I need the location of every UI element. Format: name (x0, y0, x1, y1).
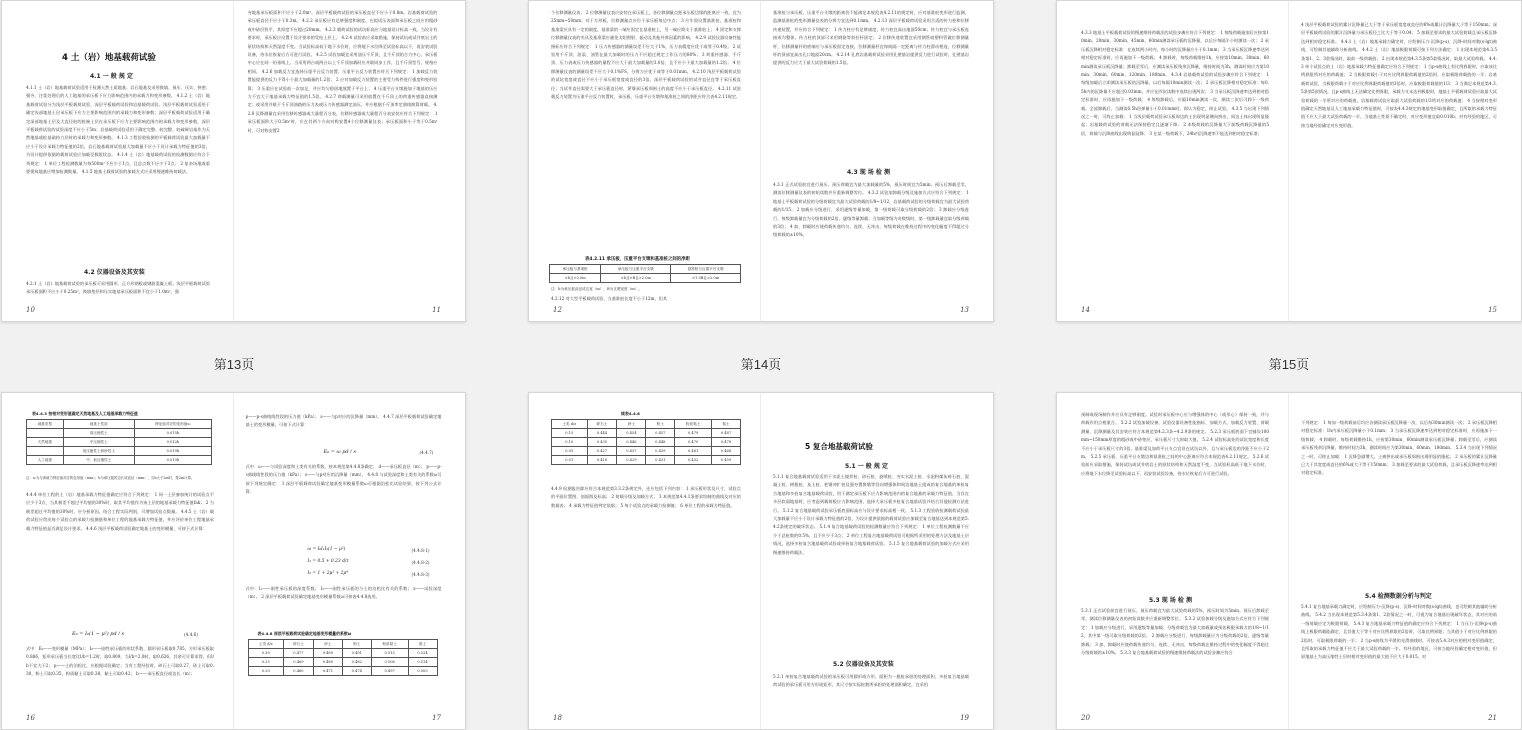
page-number: 19 (960, 714, 969, 722)
table-cell: 0.524 (408, 649, 437, 658)
body-text: 5.3.1 正式试验前宜进行预压，预压荷载宜为最大试验荷载的5%，预压时间为5min。预压后卸载至零，测读位移测量仪表的初始读数并应重新调整零位。 5.3.2 试验加载分级及施加方式应符合下列规定： 1 加载应分级进行，采用逐级等量加载；分级荷载宜为最大加载量或预估极限承载力的1/8~1/12，其中第一级可取分级荷载的2倍； 2 卸载应分级进行，每级卸载量应为分级荷载的2倍，逐级等量卸载； 3 加、卸载时应使荷载传递均匀、连续、无冲击，每级荷载在维持过程中的变化幅度不得超过分级荷载的±10%。 5.3.3 复合地基载荷试验的慢速维持荷载法的试验步骤应符合 (1081, 608, 1269, 656)
table-cell: 0.444 (587, 429, 617, 438)
table-header-cell: 粉土 (342, 640, 371, 649)
body-text: 4.2.12 对大型平板载荷试验，当基准桩长度不小于12m，但其 (551, 296, 668, 301)
formula: E₀ = I₀(1 − μ²) pd / s (72, 631, 125, 637)
body-text: 5.2.1 单桩复合地基载荷试验的承压板可用圆形或方形，面积为一根桩承担的处理面积；多桩复合地基载荷试验的承压板可用方形或矩形，其尺寸按实际桩数所承担的处理面积确定，宜采用 (773, 674, 969, 688)
table-cell: 0.514 (408, 658, 437, 667)
table-cell: 0.05 (552, 447, 588, 456)
formula-number: (4.4.8-3) (411, 572, 430, 577)
table-cell: 0.25 (248, 658, 284, 667)
table-header-cell: 土类 d/z (552, 420, 588, 429)
left-page (529, 1, 761, 321)
page-thumbnail-18[interactable] (528, 392, 994, 730)
formula-number: (4.4.8-1) (411, 548, 430, 553)
table-cell: 0.497 (371, 667, 408, 676)
table-cell: 0.480 (313, 658, 342, 667)
omega-coefficient-table-continued (551, 419, 741, 465)
table-header-cell: 土类 d/z (248, 640, 284, 649)
body-text: 4.3.3 地基土平板载荷试验的慢速维持荷载法的试验步骤应符合下列规定： 1 每级荷载施加后应按第10min、20min、30min、45min、60min测读承压板的沉降量，以后应每隔半小时测读一次； 2 承压板沉降相对稳定标准：在连续两小时内，每小时的沉降量应小于0.1mm； 3 当承压板沉降速率达到相对稳定标准时，应再施加下一级荷载； 4 卸载时，每级荷载维持1h，应按第10min、30min、60min测读承压板沉降量；卸载至零后，应测读承压板残余沉降量，维持时间为3h，测读时间应为第10min、30min、60min、120min、180min。 4.3.4 岩基载荷试验的试验步骤应符合下列规定： 1 每级加载后立即测读承压板的沉降量，以后每隔10min测读一次； 2 承压板沉降相对稳定标准：每0.5h内的沉降量不应超过0.03mm，并应在四次读数中连续出现两次； 3 当承压板沉降速率达到相对稳定标准时，应再施加下一级荷载； 4 每级卸载后，应隔10min测读一次，测读三次后可卸下一级荷载。全部卸载后，当测读0.5h回弹量小于0.01mm时，即认为稳定，终止试验。 4.3.5 当出现下列情况之一时，可终止加载： 1 当浅层载荷试验承压板周边的土出现明显侧向挤出，周边土体出现明显隆起；岩基载荷试验的荷载无法保持稳定且逐渐下降； 2 本级荷载的沉降量大于前级荷载沉降量的5倍，荷载与沉降曲线出现明显陡降； 3 在某一级荷载下，24h内沉降速率不能达到相对稳定标准； (1081, 30, 1269, 136)
table-cell: 天然地基 (27, 438, 64, 447)
table-cell: 0.418 (587, 456, 617, 465)
page-label: 第13页 (213, 357, 255, 372)
body-text: 预制或现场制作并应具有足够刚度。试验时承压板中心应与增强体的中心（或形心）保持一致，并与荷载作用点相重合。 5.2.2 试验加载设备、试验仪器设备性能指标、加载方式、加载反力装置、荷载测量、沉降测量及其安装应符合本规范第4.2.3条~4.2.9条的规定。 5.2.3 承压板底面下宜铺设100mm~150mm厚度的粗砂或中砂垫层，承压板尺寸大时取大值。 5.2.4 试验标高处的试坑宽度和长度不应小于承压板尺寸的3倍。基准梁及加荷平台支点宜设在试坑以外，且与承压板边的净距不应小于2m。 5.2.5 承压板、压重平台支墩边和基准桩之间的中心距离应符合本规范表4.2.11规定。 5.2.6 试验前应采取措施，保持试坑或试井底岩土的原状结构和天然湿度不变。当试验标高低于地下水位时，应将地下水位降至试验标高以下，再安装试验设备，待水位恢复后方可进行试验。 (1081, 412, 1269, 476)
table-cell: 0.437 (617, 447, 646, 456)
section-heading: 5.2 仪器设备及其安装 (833, 661, 894, 668)
table-cell: 0.435 (587, 438, 617, 447)
body-text: 4.4.9 检测报告除应符合本规范第3.3.2条规定外，还应包括下列内容： 1 承压板形状及尺寸，试验点的平面位置图、剖面图及标高； 2 荷载分级及加载方式； 3 本规范第4.4.1条要求绘制的曲线及对应的数据表； 4 承载力特征值判定依据； 5 每个试验点的承载力检测值； 6 单位工程的承载力特征值。 (551, 486, 741, 508)
table-cell: 0.012b (134, 438, 211, 447)
table-cell: 0.15 (552, 429, 588, 438)
table-header-cell: 地基土性质 (63, 420, 134, 429)
left-page (2, 393, 234, 729)
page-number: 12 (553, 306, 562, 314)
body-text: 基准桩与承压板、压重平台支墩的距离仍不能满足本规范表4.2.11的规定时，应对基准桩变形进行监测。监测基准桩的变形测量仪表的分辨力宜达到0.1mm。 4.2.13 深层平板载荷试验采用合适的传力柱和位移传递装置，并应符合下列规定： 1 传力柱应有足够刚度，传力柱宜高出地面50cm；传力柱宜与承压板连接成为整体，传力柱的顶部可采用钢筋等斜拉杆固定； 2 位移传递装置宜采用钢管或塑料管做位移测量杆，位移测量杆的底端应与承压板固定连接，位移测量杆宜每间隔一定距离与传力柱滑动相连，位移测量杆的顶部宜高出孔口地面20cm。 4.2.14 孔底岩基载荷试验采用孔壁基岩提供反力进行试验时，孔壁基岩提供的反力应大于最大试验荷载的1.5倍。 (773, 10, 969, 66)
table-cell: 0.446 (617, 438, 646, 447)
table-header-cell: 黏土 (408, 640, 437, 649)
formula-number: (4.4.6) (184, 632, 198, 637)
formula-number: (4.4.8-2) (411, 560, 430, 565)
table-header-cell: 承压板与基准桩 (550, 265, 601, 274)
formula: ω = I₀I₁I₂(1 − μ²) (307, 547, 346, 552)
body-text: 个位移测量仪表； 2 位移测量仪表应安装在承压板上，各位移测量点距承压板边缘的距离应一致，宜为25mm~50mm；对于方形板，位移测量点应位于承压板每边中点； 3 应牢固设置基准桩，基准桩和基准梁应具有一定的刚度，基准梁的一端应固定在基准桩上，另一端应简支于基准桩上； 4 固定和支撑位移测量仪表的夹具及基准梁应避免太阳照射、振动及其他外界因素的影响。 4.2.9 试验仪器设备性能指标应符合下列规定： 1 压力传感器的测量误差不应大于1%，压力表精度应优于或等于0.4级； 2 试验用千斤顶、油泵、油管在最大加载时的压力不应超过规定工作压力的80%； 3 荷重传感器、千斤顶、压力表或压力传感器的量程不应大于最大加载量的3.0倍，且不应小于最大加载量的1.2倍； 4 位移测量仪表的测量误差不应大于0.1%FS，分辨力应优于或等于0.01mm。 4.2.10 浅层平板载荷试验的试坑宽度或直径不应小于承压板宽度或直径的3倍。深层平板载荷试验的试井直径宜等于承压板直径；当试井直径需要大于承压板直径时，紧靠承压板周围土的高度不应小于承压板直径。 4.2.11 试验载反力装置为压重平台反力装置时，承压板、压重平台支墩和基准桩之间的净距应符合表4.2.11规定。 (551, 10, 741, 100)
page-number: 11 (432, 306, 441, 314)
page-thumbnail-20[interactable] (1056, 392, 1522, 730)
body-text: 下列规定： 1 每加一级荷载前后均应各测读承压板沉降量一次，以后每30min测读一次； 2 承压板沉降相对稳定标准：1h内承压板沉降量小于0.1mm； 3 当承压板沉降速率达到相对稳定标准时，应再施加下一级荷载； 4 卸载时，每级荷载维持1h，应按第30min、60min测读承压板沉降量；卸载至零后，应测读承压板残余沉降量，维持时间为3h，测读时间应为第30min、60min、180min。 5.3.4 当出现下列情况之一时，可终止加载： 1 沉降急剧增大，土被挤出或承压板周围出现明显的隆起； 2 承压板的累计沉降量已大于其宽度或直径的6%或大于等于150mm； 3 加载至要求的最大试验荷载，且承压板沉降速率达到相对稳定标准。 (1301, 420, 1497, 476)
table-cell: 0.010b (134, 456, 211, 465)
page-number: 10 (26, 306, 35, 314)
page-number: 18 (553, 714, 562, 722)
table-cell: 0.469 (284, 658, 314, 667)
left-page (1057, 1, 1289, 321)
clearance-table (549, 264, 741, 283)
page-number: 16 (26, 714, 35, 722)
table-cell: 0.489 (313, 649, 342, 658)
omega-coefficient-table (248, 639, 438, 676)
table-caption: 表4.4.3 按相对变形值确定天然地基及人工地基承载力特征值 (32, 411, 138, 416)
formula: I₂ = 1 + 2μ² + 2μ⁴ (307, 571, 349, 576)
table-caption: 表4.4.8 深层平板载荷试验确定地基变形模量的系数ω (257, 631, 352, 636)
table-cell: 0.10 (552, 438, 588, 447)
right-page (1289, 1, 1521, 321)
table-cell: 0.431 (646, 456, 675, 465)
page-number: 17 (432, 714, 441, 722)
formula: E₀ = ω pd / s (323, 449, 357, 455)
page-label: 第15页 (1268, 357, 1310, 372)
page-thumbnail-16[interactable] (1, 392, 466, 730)
body-text: 4.2.1 土（岩）地基载荷试验的承压板可采用圆形、正方形钢板或钢筋混凝土板。浅层平板载荷试验承压板面积不应小于0.25m²，换填垫层和压实地基承压板面积不宜小于1.0m²，强 (26, 281, 210, 295)
left-page (1057, 393, 1289, 729)
table-cell: 人工地基 (27, 456, 64, 465)
table-cell: 低压缩性土和砂性土 (63, 447, 134, 456)
table-cell: 0.448 (646, 438, 675, 447)
table-caption: 表4.2.11 承压板、压重平台支墩和基准桩之间的净距 (585, 257, 690, 262)
left-page (2, 1, 234, 321)
page-thumbnail-13[interactable] (1, 0, 466, 322)
table-cell: 0.459 (712, 456, 741, 465)
section-heading: 5.4 检测数据分析与判定 (1365, 593, 1432, 600)
table-cell: 0.010b (134, 447, 211, 456)
relative-deformation-table (26, 419, 212, 465)
table-cell: 0.429 (617, 456, 646, 465)
table-cell: 0.478 (712, 438, 741, 447)
table-cell: 0.20 (248, 667, 284, 676)
table-note: 注：b为承压板直径或边宽（m），B为支墩宽度（m）。 (551, 287, 642, 291)
page-number: 21 (1488, 714, 1497, 722)
right-page (234, 1, 466, 321)
page-thumbnail-14[interactable] (528, 0, 994, 322)
table-header-cell: 碎石土 (284, 640, 314, 649)
table-cell: 0.015b (134, 429, 211, 438)
page-label: 第14页 (740, 357, 782, 372)
table-cell: 0.01 (552, 456, 588, 465)
table-caption: 续表4.4.8 (621, 411, 640, 416)
formula-number: (4.4.7) (419, 450, 434, 455)
body-text: 4.4.4 单位工程的土（岩）地基承载力特征值确定应符合下列规定： 1 同一土层参加统计的试验点不应少于3点，当其极差不超过平均值的30%时，取其平均值作为该土层的地基承载力特征值fak； 2 当极差超过平均值的30%时，应分析原因，结合工程实际判别，可增加试验点数量。 4.4.5 土（岩）载荷试验应给出每个试验点的承载力检测值和单位工程的地基承载力特征值，并应评价单位工程地基承载力特征值是否满足设计要求。 4.4.6 浅层平板载荷试验确定地基土的变形模量，可按下式计算： (26, 492, 214, 531)
section-heading: 5.3 现 场 检 测 (1149, 597, 1192, 604)
table-cell: >b且>B且>2.0m (601, 274, 671, 283)
table-cell: 0.470 (675, 438, 712, 447)
chapter-title: 4 土（岩）地基载荷试验 (62, 53, 156, 63)
left-page (529, 393, 761, 729)
body-text: 5.4.1 复合地基承载力确定时，应绘制压力-沉降(p-s)、沉降-时间对数(s-lgt)曲线，也可绘制其他辅助分析曲线。 5.4.2 当出现本规范第5.3.4条第1、2款情况之一时，可视为复合地基出现破坏状态，其对应的前一级荷载应定为极限荷载。 5.4.3 复合地基承载力特征值的确定应符合下列规定： 1 当压力-沉降(p-s)曲线上极限荷载能确定，且其值大于等于对应比例界限的2倍时，可取比例界限；当其值小于对应比例界限的2倍时，可取极限荷载的一半； 2 当p-s曲线为平缓的光滑曲线时，可按表5.4.3对应的相对变形值确定，且所取的承载力特征值不应大于最大试验荷载的一半。有经验的地区，可按当地经验确定相对变形值，但原地基土为高压缩性土层时相对变形值的最大值不应大于0.015。对 (1301, 604, 1497, 660)
page-thumbnail-15[interactable] (1056, 0, 1522, 322)
table-cell: 0.471 (313, 667, 342, 676)
table-header-cell: 粉质黏土 (371, 640, 408, 649)
table-header-cell: 特征值对应的变形值s₀ (134, 420, 211, 429)
table-cell: 0.506 (371, 658, 408, 667)
table-header-cell: 黏土 (712, 420, 741, 429)
body-text: 4.1.1 土（岩）地基载荷试验适用于检测天然土质地基、岩石地基及采用换填、预压、压实、挤密、强夯、注浆处理后的人工地基的承压板下应力影响范围内的承载力和变形参数。 4.1.2 土（岩）地基载荷试验分为浅层平板载荷试验、深层平板载荷试验和岩基载荷试验。浅层平板载荷试验适用于确定浅部地基土层承压板下应力主要影响范围内的承载力和变形参数；深层平板载荷试验适用于确定深部地基土层及大直径桩的桩端土层在承压板下应力主要影响范围内的承载力和变形参数，深层平板载荷试验的试验深度不应小于5m；岩基载荷试验适用于确定完整、较完整、较破碎岩基作为天然地基或桩基础持力层时的承载力和变形参数。 4.1.3 工程验收检测的平板载荷试验最大加载量不应小于设计承载力特征值的2倍，岩石地基载荷试验最大加载量不应小于设计承载力特征值的3倍；为设计提供依据的载荷试验应加载至极限状态。 4.1.4 土（岩）地基载荷试验的检测数据应符合下列规定： 1 单位工程检测数量为每500m²不应少于1点，且总点数不应少于3点； 2 复杂场地或重要建筑地基应增加检测数量。 4.1.5 地基土载荷试验的加载方式应采用慢速维持荷载法。 (26, 85, 210, 175)
table-cell: 0.487 (712, 429, 741, 438)
body-text: 4.3.1 正式试验前宜进行预压。预压荷载宜为最大加载量的5%，预压时间宜为5min。预压后卸载至零，测读位移测量仪表的初始读数并应重新调整零位。 4.3.2 试验加卸载分级及施加方式应符合下列规定： 1 地基土平板载荷试验的分级荷载宜为最大试验荷载的1/8~1/12，岩基载荷试验的分级荷载宜为最大试验荷载的1/15； 2 加载应分级进行，采用逐级等量加载，第一级荷载可取分级荷载的2倍； 3 卸载应分级进行，每级卸载量宜为分级荷载的2倍，逐级等量卸载；当加载等级为奇数级时，第一级卸载量宜取分级荷载的3倍； 4 加、卸载时应使荷载传递均匀、连续、无冲击，每级荷载在维持过程中的变化幅度不得超过分级荷载的±10%。 (773, 182, 969, 238)
chapter-title: 5 复合地基载荷试验 (805, 442, 873, 451)
body-text: 5.1.1 复合地基载荷试验适用于水泥土搅拌桩、砂石桩、旋喷桩、夯实水泥土桩、水泥粉煤灰碎石桩、混凝土桩、树根桩、灰土桩、柱锤冲扩桩及强夯置换墩等竖向增强体和周边地基土组成的复合地基的单桩复合地基和多桩复合地基载荷试验，用于测定承压板下应力影响范围内的复合地基的承载力特征值。当存在多层软弱地基时，应考虑到载荷板应力影响范围，选择大承压板多桩复合地基试验并结合其他检测方法进行。 5.1.2 复合地基载荷试验承压板底面标高应与设计要求标高相一致。 5.1.3 工程验收检测载荷试验最大加载量不应小于设计承载力特征值的2倍，为设计提供依据的载荷试验应加载至复合地基达到本规范第5.4.2条规定的破坏状态。 5.1.4 复合地基载荷试验的检测数量应符合下列规定： 1 单位工程检测数量不应少于总桩数的0.5%，且不应少于3点； 2 单位工程复合地基载荷试验可根据所采用的处理方法及地基土层情况，选择多桩复合地基载荷试验或单桩复合地基载荷试验。 5.1.5 复合地基载荷试验的加载方式应采用慢速维持荷载法。 (773, 474, 969, 555)
table-header-cell: 粉质黏土 (675, 420, 712, 429)
right-page (761, 1, 993, 321)
body-text: 式中：E₀——变形模量（MPa）； I₀——刚性承压板的形状系数，圆形承压板取0.785，方形承压板取0.886，矩形承压板当长宽比l/b=1.2时，取0.809，当l/b=2.0时，取0.626，其余可计算求得，但l/b不宜大于2； μ——土的泊松比，应根据试验确定；当有工程经验时，碎石土可取0.27，砂土可取0.30，粉土可取0.35，粉质黏土可取0.38，黏土可取0.42； b——承压板直径或边长（m）； (26, 646, 214, 677)
table-cell: 0.454 (617, 429, 646, 438)
body-text: 4 浅层平板载荷试验的累计沉降量已大于等于承压板宽度或直径的6%或累计沉降量大于等于150mm；深层平板载荷试验的累计沉降量与承压板径之比大于等于0.04； 5 加载至要求的最大试验荷载且承压板沉降达到相对稳定标准。 4.4.1 土（岩）地基承载力确定时，应绘制压力-沉降(p-s)、沉降-时间对数(s-lgt)曲线，可绘制其他辅助分析曲线。 4.4.2 土（岩）地基极限荷载可按下列方法确定： 1 出现本规范第4.3.5条第1、2、3款情况时，取前一级荷载值； 2 出现本规范第4.3.5条第5款情况时，取最大试验荷载。 4.4.3 单个试验点的土（岩）地基承载力特征值确定应符合下列规定： 1 当p-s曲线上有比例界限时，应取该比例界限所对应的荷载值； 2 当极限荷载小于对应比例界限荷载值的2倍时，应取极限荷载值的一半；岩基载荷试验，当极限荷载小于对应比例界限荷载值的3倍时，应取极限荷载值的1/3； 3 当满足本规范第4.3.5条第5款情况，且p-s曲线上无法确定比例界限，承载力又未达到极限时，地基土平板载荷试验应取最大试验荷载的一半所对应的荷载值，岩基载荷试验应取最大试验荷载的1/3所对应的荷载值； 4 当按相对变形值确定天然地基及人工地基承载力特征值时，可按表4.4.3规定的地基变形取值确定，且所取的承载力特征值不应大于最大试验荷载的一半。当地基土性质不确定时，对应变形值宜取0.010b；对有经验的地区，可按当地经验确定对应变形值。 (1301, 22, 1497, 128)
table-header-cell: 粉土 (646, 420, 675, 429)
page-number: 14 (1081, 306, 1090, 314)
body-text: 夯地基承压板面积不应小于2.0m²。深层平板载荷试验的承压板直径不应小于0.8m。岩基载荷试验的承压板直径不应小于0.3m。 4.2.2 承压板应有足够强度和刚度。在拟试压表面和承压板之间应用粗砂或中砂层找平，其厚度不应超过20mm。 4.2.3 载荷试验的试坑标高应与地基设计标高一致。当设计有要求时，承压板应设置于设计要求的受检土层上。 4.2.4 试验前应采取措施，保持试坑或试井底岩土的原状结构和天然湿度不变。当试验标高低于地下水位时，应将地下水位降至试验标高以下，再安装试验设备，待水位恢复后方可进行试验。 4.2.5 试验加载宜采用油压千斤顶，且千斤顶的合力中心、承压板中心应在同一铅垂线上。当采用两台或两台以上千斤顶加载时应并联同步工作，且千斤顶型号、规格应相同。 4.2.6 加载反力宜选择压重平台反力装置，压重平台反力装置应符合下列规定： 1 加载反力装置能提供的反力不得小于最大加载量的1.2倍； 2 应对加载反力装置的主要受力构件进行强度和变形验算； 3 压重应在试验前一次加足，并应均匀稳固地放置于平台上； 4 压重平台支墩施加于地基的压应力不宜大于地基承载力特征值的1.5倍。 4.2.7 荷载测量可采用放置在千斤顶上的荷重传感器直接测定；或采用并联于千斤顶油路的压力表或压力传感器测定油压，并应根据千斤顶率定曲线换算荷载。 4.2.8 沉降测量宜采用位移传感器或大量程百分表，位移传感器或大量程百分表安装应符合下列规定： 1 承压板面积大于0.5m²时，应在其两个方向对称安置4个位移测量仪表；承压板面积小于等于0.5m²时，可对称安置2 (247, 10, 438, 133)
page-number: 20 (1081, 714, 1090, 722)
table-header-cell: 基准桩与压重平台支墩 (671, 265, 741, 274)
page-number: 13 (960, 306, 969, 314)
section-heading: 4.3 现 场 检 测 (847, 169, 890, 176)
table-header-cell: 砂土 (313, 640, 342, 649)
table-cell: 0.452 (675, 456, 712, 465)
table-note: 注：s₀为与承载力特征值对应的变形值（mm）；b为承压板的边长或直径（mm），当b大于2m时，按2m计算。 (26, 476, 195, 480)
table-header-cell: 碎石土 (587, 420, 617, 429)
section-heading: 5.1 一 般 规 定 (845, 463, 888, 470)
section-heading: 4.2 仪器设备及其安装 (84, 269, 145, 276)
table-cell: 0.439 (646, 447, 675, 456)
section-heading: 4.1 一 般 规 定 (90, 73, 133, 80)
body-text: p——p-s曲线线性段的压力值（kPa）； s——与p对应的沉降量（mm）。 4.4.7 深层平板载荷试验确定地基土的变形模量，可按下式计算： (245, 414, 442, 428)
table-cell: >1.5B且>2.0m (671, 274, 741, 283)
table-cell: 0.491 (342, 649, 371, 658)
table-cell (27, 429, 64, 438)
page-number: 15 (1488, 306, 1497, 314)
table-cell: 0.427 (587, 447, 617, 456)
table-header-cell: 承压板与压重平台支墩 (601, 265, 671, 274)
table-cell: 0.482 (342, 658, 371, 667)
right-page (1289, 393, 1521, 729)
table-cell: 0.468 (712, 447, 741, 456)
table-header-cell: 砂土 (617, 420, 646, 429)
table-cell: 0.479 (675, 429, 712, 438)
table-cell: 高压缩性土 (63, 429, 134, 438)
table-cell: >b且>2.0m (550, 274, 601, 283)
table-header-cell: 地基类型 (27, 420, 64, 429)
right-page (234, 393, 466, 729)
table-cell (27, 447, 64, 456)
table-cell: 0.30 (248, 649, 284, 658)
table-cell: 0.474 (342, 667, 371, 676)
table-cell: 0.505 (408, 667, 437, 676)
table-cell: 0.460 (284, 667, 314, 676)
table-cell: 0.457 (646, 429, 675, 438)
body-text: 式中：I₁——刚性承压板的深度系数； I₂——刚性承压板的与土的泊松比有关的系数； z——试验深度（m）。 2 深层平板载荷试验确定地基变形模量系数ω可按表4.4.8选用。 (245, 586, 442, 600)
body-text: 式中：ω——与试验深度和土类有关的系数，按本规范第4.4.8条确定； d——承压板直径（m）； p——p-s曲线线性段的压力值（kPa）； s——与p对应的沉降量（mm）。 4.4.8 与试验深度和土类有关的系数ω可按下列规定确定： 1 深层平板载荷试验确定地基变形模量系数ω可根据泊松比试验结果，按下列公式计算： (245, 464, 442, 495)
right-page (761, 393, 993, 729)
table-cell: 0.515 (371, 649, 408, 658)
table-cell: 0.477 (284, 649, 314, 658)
table-cell: 中、低压缩性土 (63, 456, 134, 465)
formula: I₁ = 0.5 + 0.23 d/z (307, 559, 349, 564)
table-cell: 中压缩性土 (63, 438, 134, 447)
table-cell: 0.461 (675, 447, 712, 456)
